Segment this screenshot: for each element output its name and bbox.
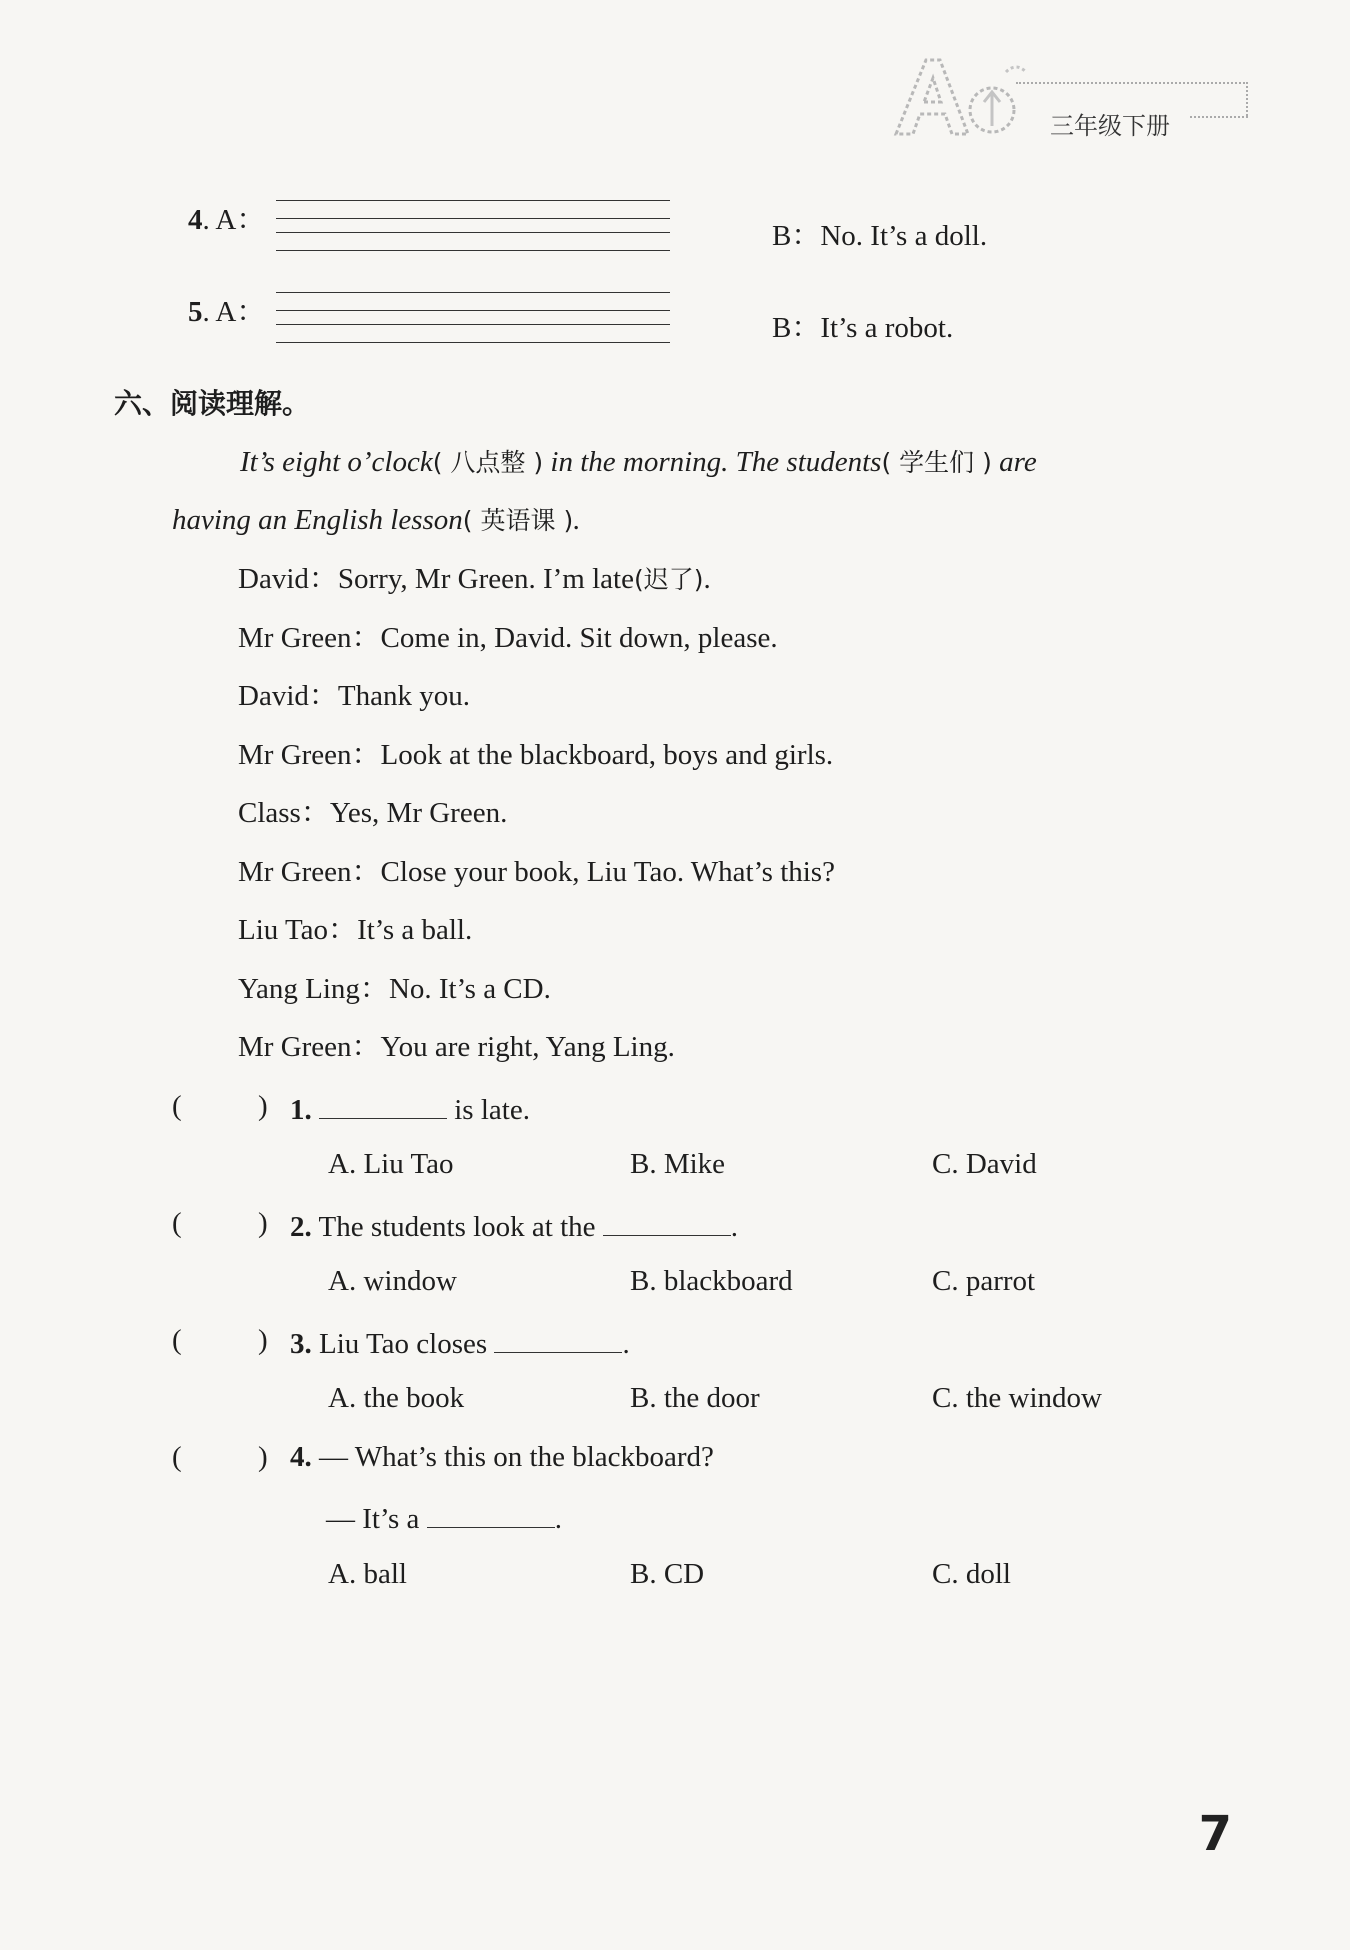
speaker: Mr Green： [238,622,381,654]
dialogue-line: Mr Green：Look at the blackboard, boys and girls. [238,739,834,771]
question-number: 1. [290,1094,312,1127]
speaker: Class： [238,797,330,829]
writing-item-5: 5. A： [188,296,266,328]
dialogue-line: David：Sorry, Mr Green. I’m late(迟了). [238,563,711,595]
question-3: 3. Liu Tao closes . [290,1326,630,1359]
header-dotted-rule [1246,82,1248,116]
option-c[interactable]: C. parrot [932,1265,1036,1297]
option-b[interactable]: B. blackboard [630,1265,793,1297]
option-b[interactable]: B. the door [630,1382,760,1414]
question-4: 4. — What’s this on the blackboard? [290,1441,714,1473]
intro-line-1: It’s eight o’clock( 八点整 ) in the morning. The students( 学生们 ) are [240,446,1037,478]
fill-blank[interactable] [603,1209,731,1236]
question-4-answer-line: — It’s a . [326,1501,562,1534]
option-a[interactable]: A. ball [328,1558,407,1590]
dialogue-line: Mr Green：Close your book, Liu Tao. What’s this? [238,856,835,888]
question-1: 1. is late. [290,1092,530,1125]
dialogue-line: Mr Green：Come in, David. Sit down, please. [238,622,778,654]
dialogue-line: Yang Ling：No. It’s a CD. [238,973,551,1005]
answer-lines [276,290,670,342]
question-number: 3. [290,1328,312,1361]
header-dotted-rule [1016,82,1248,84]
speaker: David： [238,563,338,595]
fill-blank[interactable] [427,1501,555,1528]
option-a[interactable]: A. Liu Tao [328,1148,454,1180]
speaker: Mr Green： [238,856,381,888]
writing-item-4: 4. A： [188,204,266,236]
item-number: 5 [188,296,203,328]
option-c[interactable]: C. the window [932,1382,1102,1414]
item-number: 4 [188,204,203,236]
option-b[interactable]: B. CD [630,1558,705,1590]
section-title: 六、阅读理解。 [114,387,311,420]
answer-bracket-right[interactable]: ) [258,1207,268,1239]
option-b[interactable]: B. Mike [630,1148,726,1180]
answer-bracket-left: ( [172,1441,182,1473]
answer-bracket-right[interactable]: ) [258,1090,268,1122]
a-plus-logo [888,52,1038,142]
question-2: 2. The students look at the . [290,1209,738,1242]
speaker: David： [238,680,338,712]
question-number: 4. [290,1441,312,1473]
item-prompt: A： [215,296,266,328]
answer-bracket-left: ( [172,1090,182,1122]
option-c[interactable]: C. doll [932,1558,1011,1590]
speaker: Yang Ling： [238,973,389,1005]
writing-answer-4: B：No. It’s a doll. [772,220,988,252]
speaker: Liu Tao： [238,914,358,946]
option-c[interactable]: C. David [932,1148,1037,1180]
dialogue-line: Class：Yes, Mr Green. [238,797,508,829]
page-number: 7 [1198,1806,1232,1862]
speaker: Mr Green： [238,739,381,771]
item-prompt: A： [215,204,266,236]
dialogue-line: Mr Green：You are right, Yang Ling. [238,1031,675,1063]
header-dotted-rule [1190,116,1248,118]
answer-bracket-right[interactable]: ) [258,1324,268,1356]
answer-lines [276,198,670,250]
writing-answer-5: B：It’s a robot. [772,312,954,344]
fill-blank[interactable] [494,1326,622,1353]
option-a[interactable]: A. the book [328,1382,465,1414]
answer-bracket-left: ( [172,1324,182,1356]
fill-blank[interactable] [319,1092,447,1119]
answer-bracket-right[interactable]: ) [258,1441,268,1473]
dialogue-line: Liu Tao：It’s a ball. [238,914,473,946]
option-a[interactable]: A. window [328,1265,457,1297]
answer-bracket-left: ( [172,1207,182,1239]
question-number: 2. [290,1211,312,1244]
speaker: Mr Green： [238,1031,381,1063]
intro-line-2: having an English lesson( 英语课 ). [172,504,581,536]
dialogue-line: David：Thank you. [238,680,470,712]
grade-label: 三年级下册 [1050,112,1170,140]
